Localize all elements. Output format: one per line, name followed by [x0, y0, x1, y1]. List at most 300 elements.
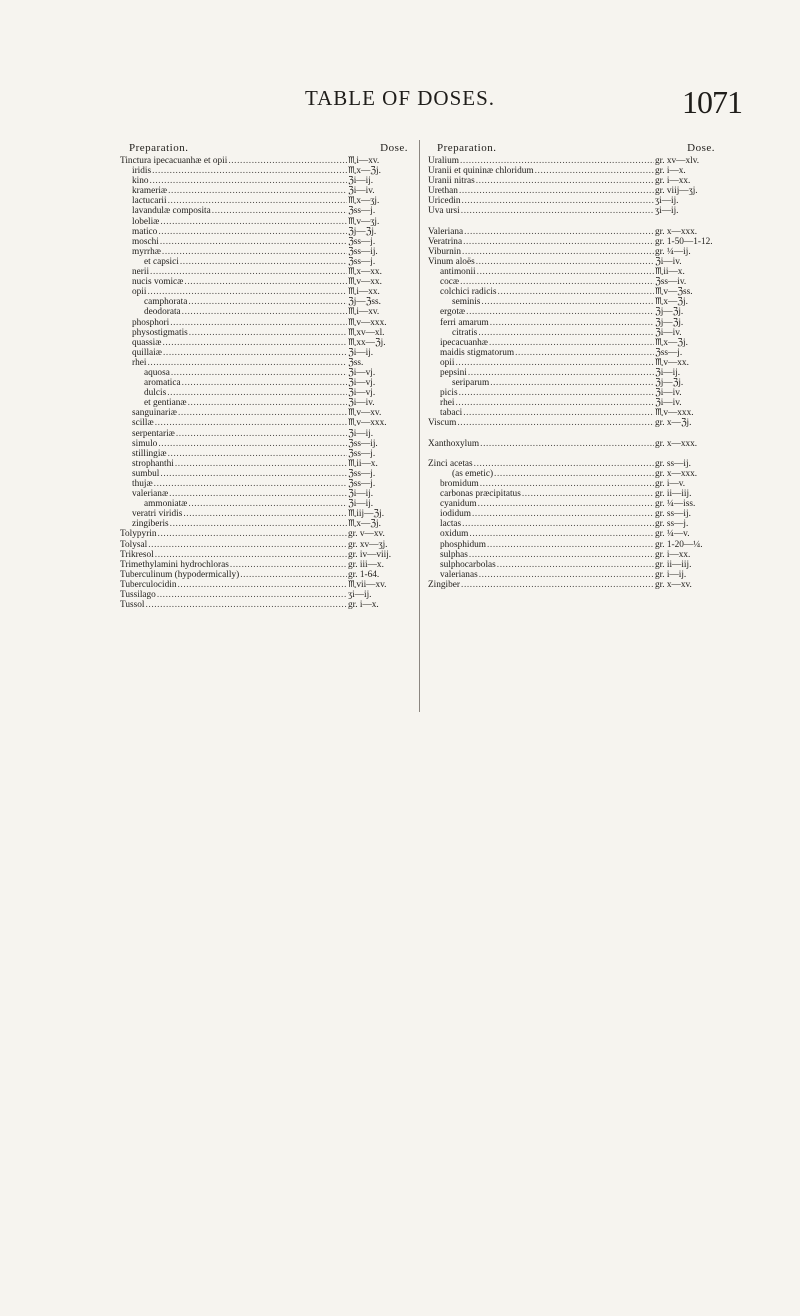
- dose-row: [428, 439, 715, 449]
- dot-leader: [480, 439, 654, 449]
- dose-value: ℨss—j.: [348, 468, 376, 479]
- preparation-name: ipecacuanhæ: [440, 337, 489, 348]
- right-column-header: [428, 142, 715, 155]
- row-spacer: [428, 429, 715, 439]
- preparation-name: quillaiæ: [132, 347, 162, 358]
- dose-value: gr. i—v.: [655, 479, 686, 489]
- left-dose-list: [120, 156, 408, 610]
- dot-leader: [515, 348, 654, 358]
- preparation-name: aquosa: [144, 367, 170, 378]
- preparation-name: Vinum aloës: [428, 256, 475, 267]
- preparation-name: bromidum: [440, 479, 479, 489]
- dose-row: [428, 297, 715, 307]
- dose-heading: Dose.: [380, 142, 408, 154]
- dose-value: ℨss—iv.: [655, 277, 687, 288]
- dose-row: [120, 489, 408, 499]
- preparation-name: krameriæ: [132, 186, 168, 197]
- preparation-name: carbonas præcipitatus: [440, 489, 521, 500]
- dose-value: gr. ss—ij.: [655, 458, 691, 469]
- dose-row: [428, 398, 715, 408]
- dose-row: [120, 590, 408, 600]
- dose-row: [120, 318, 408, 328]
- dot-leader: [170, 318, 347, 328]
- preparation-name: physostigmatis: [132, 327, 188, 338]
- dose-value: gr. ¼—v.: [655, 529, 690, 540]
- dot-leader: [457, 418, 654, 428]
- preparation-name: seriparum: [452, 378, 490, 389]
- preparation-name: et gentianæ: [144, 398, 187, 409]
- dose-row: [428, 227, 715, 237]
- dose-value: ♏︎xx—ℨj.: [348, 337, 386, 348]
- dot-leader: [469, 529, 654, 539]
- dose-value: ℨi—vj.: [348, 367, 376, 378]
- preparation-name: maidis stigmatorum: [440, 347, 515, 358]
- dose-value: gr. 1-50—1-12.: [655, 236, 713, 247]
- dose-row: [120, 176, 408, 186]
- dot-leader: [188, 499, 347, 509]
- dose-row: [428, 156, 715, 166]
- dot-leader: [478, 328, 654, 338]
- dose-value: ℨj—ℨj.: [348, 226, 377, 237]
- preparation-name: Trimethylamini hydrochloras: [120, 559, 229, 570]
- preparation-name: Tuberculinum (hypodermically): [120, 569, 240, 580]
- dot-leader: [455, 358, 654, 368]
- dose-row: [428, 338, 715, 348]
- dose-row: [120, 519, 408, 529]
- dose-value: gr. x—xxx.: [655, 468, 698, 479]
- column-divider: [419, 140, 420, 712]
- dose-value: ♏︎v—xx.: [655, 357, 689, 368]
- dose-row: [428, 580, 715, 590]
- dose-value: ♏︎x—ʒj.: [348, 196, 380, 207]
- dot-leader: [487, 540, 654, 550]
- dot-leader: [155, 550, 347, 560]
- dose-value: gr. i—ij.: [655, 569, 687, 580]
- dot-leader: [474, 459, 654, 469]
- dose-row: [120, 459, 408, 469]
- dose-row: [120, 469, 408, 479]
- dose-row: [120, 408, 408, 418]
- dot-leader: [459, 186, 654, 196]
- row-spacer: [428, 217, 715, 227]
- preparation-name: Tolysal: [120, 539, 148, 550]
- preparation-name: pepsini: [440, 367, 467, 378]
- preparation-name: Tinctura ipecacuanhæ et opii: [120, 156, 228, 166]
- dose-value: ♏︎vii—xv.: [348, 579, 387, 590]
- left-column-header: [120, 142, 408, 155]
- page-number: 1071: [682, 84, 742, 120]
- dose-row: [428, 529, 715, 539]
- preparation-name: myrrhæ: [132, 246, 161, 257]
- dose-value: ℨss—j.: [348, 206, 376, 217]
- dot-leader: [494, 469, 654, 479]
- row-spacer: [428, 449, 715, 459]
- preparation-name: Uralium: [428, 156, 459, 166]
- dose-row: [428, 509, 715, 519]
- dot-leader: [240, 570, 347, 580]
- preparation-name: Veratrina: [428, 236, 463, 247]
- preparation-name: seminis: [452, 297, 481, 308]
- dose-value: ℨi—ij.: [348, 489, 374, 500]
- dose-value: ♏︎v—ʒj.: [348, 216, 380, 227]
- preparation-name: nerii: [132, 267, 150, 278]
- dose-value: ℨss—j.: [348, 448, 376, 459]
- dot-leader: [168, 186, 347, 196]
- preparation-name: ferri amarum: [440, 317, 489, 328]
- dose-row: [120, 560, 408, 570]
- dot-leader: [157, 590, 347, 600]
- dose-row: [428, 418, 715, 428]
- preparation-name: lactas: [440, 519, 462, 530]
- dot-leader: [178, 408, 347, 418]
- dot-leader: [490, 378, 654, 388]
- dose-value: ℨj—ℨj.: [655, 378, 684, 389]
- dose-row: [120, 600, 408, 610]
- dose-row: [428, 459, 715, 469]
- dose-value: ♏︎v—xxx.: [348, 317, 387, 328]
- preparation-name: Uranii nitras: [428, 176, 475, 187]
- dot-leader: [460, 156, 654, 166]
- left-column: [120, 142, 408, 610]
- dose-value: gr. x—xxx.: [655, 438, 698, 449]
- preparation-name: serpentariæ: [132, 428, 175, 439]
- dose-value: ℨi—vj.: [348, 388, 376, 399]
- preparation-name: lobeliæ: [132, 216, 160, 227]
- preparation-name: opii: [440, 357, 455, 368]
- dose-row: [428, 277, 715, 287]
- dot-leader: [489, 338, 654, 348]
- preparation-name: sanguinariæ: [132, 408, 177, 419]
- preparation-name: Tussilago: [120, 590, 156, 601]
- dose-value: gr. i—x.: [348, 600, 379, 611]
- preparation-name: Tussol: [120, 600, 145, 611]
- dose-row: [428, 348, 715, 358]
- dose-value: gr. ss—ij.: [655, 509, 691, 520]
- dose-row: [120, 277, 408, 287]
- preparation-name: phosphori: [132, 317, 170, 328]
- preparation-name: ergotæ: [440, 307, 466, 318]
- dot-leader: [147, 358, 347, 368]
- dot-leader: [155, 418, 347, 428]
- dose-value: ℨi—ij.: [348, 499, 374, 510]
- dose-row: [428, 318, 715, 328]
- dose-row: [428, 408, 715, 418]
- dot-leader: [160, 469, 347, 479]
- dose-value: ℨi—iv.: [655, 398, 682, 409]
- dose-value: ♏︎x—ℨj.: [348, 166, 381, 177]
- dot-leader: [480, 479, 654, 489]
- dose-value: gr. viij—ʒj.: [655, 186, 698, 197]
- preparation-name: stillingiæ: [132, 448, 167, 459]
- preparation-name: valerianæ: [132, 489, 169, 500]
- dot-leader: [175, 459, 347, 469]
- dose-row: [428, 257, 715, 267]
- preparation-name: sumbul: [132, 468, 160, 479]
- preparation-name: simulo: [132, 438, 158, 449]
- dot-leader: [168, 196, 347, 206]
- dot-leader: [459, 388, 654, 398]
- preparation-name: phosphidum: [440, 539, 486, 550]
- dose-value: ♏︎iij—ℨj.: [348, 509, 385, 520]
- dose-row: [428, 570, 715, 580]
- dot-leader: [182, 378, 347, 388]
- dose-row: [428, 196, 715, 206]
- dose-value: ℨi—iv.: [348, 186, 375, 197]
- dose-row: [120, 418, 408, 428]
- preparation-name: aromatica: [144, 378, 181, 389]
- dot-leader: [162, 247, 347, 257]
- dose-row: [428, 388, 715, 398]
- dot-leader: [230, 560, 347, 570]
- preparation-name: Xanthoxylum: [428, 438, 480, 449]
- dose-row: [120, 287, 408, 297]
- dot-leader: [169, 489, 347, 499]
- dose-row: [120, 570, 408, 580]
- dot-leader: [182, 307, 347, 317]
- dose-row: [120, 338, 408, 348]
- dose-value: ℨi—vj.: [348, 378, 376, 389]
- dose-value: ʒi—ij.: [655, 206, 679, 217]
- dose-value: ℨss—j.: [348, 479, 376, 489]
- dose-value: ♏︎ii—x.: [348, 458, 378, 469]
- dose-value: gr. i—x.: [655, 166, 686, 177]
- dose-value: gr. x—xv.: [655, 579, 692, 590]
- dose-value: ℨss—j.: [348, 236, 376, 247]
- dose-value: gr. i—xx.: [655, 549, 691, 560]
- dose-row: [120, 196, 408, 206]
- preparation-name: colchici radicis: [440, 287, 497, 298]
- preparation-name: cyanidum: [440, 499, 477, 510]
- right-dose-list: [428, 156, 715, 590]
- dose-value: ℨss.: [348, 357, 364, 368]
- preparation-name: Zingiber: [428, 579, 461, 590]
- dose-row: [120, 540, 408, 550]
- dose-value: ℨss—j.: [348, 256, 376, 267]
- dose-value: ℨss—j.: [655, 347, 683, 358]
- dot-leader: [176, 429, 347, 439]
- preparation-name: lactucarii: [132, 196, 167, 207]
- preparation-name: Tolypyrin: [120, 529, 157, 540]
- preparation-name: (as emetic): [452, 468, 494, 479]
- dose-value: ♏︎v—xxx.: [655, 408, 694, 419]
- dose-value: gr. ss—j.: [655, 519, 689, 530]
- dose-row: [428, 307, 715, 317]
- dose-row: [120, 328, 408, 338]
- dose-value: ♏︎x—ℨj.: [655, 297, 688, 308]
- dose-value: ℨi—ij.: [348, 347, 374, 358]
- dot-leader: [479, 570, 654, 580]
- dose-value: ℨj—ℨss.: [348, 297, 381, 308]
- preparation-name: deodorata: [144, 307, 181, 318]
- preparation-name: Uranii et quininæ chloridum: [428, 166, 534, 177]
- dose-row: [120, 257, 408, 267]
- preparation-name: oxidum: [440, 529, 469, 540]
- dose-value: gr. 1-20—¼.: [655, 539, 703, 550]
- preparation-name: picis: [440, 388, 458, 399]
- dot-leader: [535, 166, 654, 176]
- dose-row: [120, 227, 408, 237]
- dot-leader: [188, 297, 347, 307]
- dose-row: [120, 398, 408, 408]
- dose-value: ʒi—ij.: [348, 590, 372, 601]
- dose-row: [120, 237, 408, 247]
- dose-row: [120, 479, 408, 489]
- dose-value: gr. i—xx.: [655, 176, 691, 187]
- dose-row: [120, 429, 408, 439]
- dose-row: [120, 378, 408, 388]
- dot-leader: [469, 550, 654, 560]
- dose-value: gr. ¼—ij.: [655, 246, 691, 257]
- preparation-name: moschi: [132, 236, 159, 247]
- dose-row: [120, 186, 408, 196]
- dot-leader: [490, 318, 654, 328]
- dose-row: [120, 580, 408, 590]
- dose-value: ♏︎v—ℨss.: [655, 287, 693, 298]
- dose-value: ♏︎xv—xl.: [348, 327, 385, 338]
- dose-value: ♏︎ii—x.: [655, 267, 685, 278]
- dose-row: [120, 449, 408, 459]
- dot-leader: [455, 398, 654, 408]
- dose-value: ℨi—iv.: [655, 327, 682, 338]
- dose-value: ♏︎v—xx.: [348, 277, 382, 288]
- dot-leader: [180, 257, 347, 267]
- dose-row: [120, 307, 408, 317]
- dose-row: [120, 388, 408, 398]
- dose-row: [120, 267, 408, 277]
- dose-row: [120, 358, 408, 368]
- preparation-name: et capsici: [144, 256, 179, 267]
- dose-row: [428, 328, 715, 338]
- dot-leader: [498, 287, 654, 297]
- dot-leader: [177, 580, 347, 590]
- dot-leader: [476, 257, 654, 267]
- dose-row: [428, 560, 715, 570]
- preparation-name: cocæ: [440, 277, 460, 288]
- preparation-name: antimonii: [440, 267, 476, 278]
- dot-leader: [477, 267, 654, 277]
- dose-row: [428, 479, 715, 489]
- dose-value: ℨj—ℨj.: [655, 307, 684, 318]
- preparation-name: Trikresol: [120, 549, 154, 560]
- dose-row: [428, 247, 715, 257]
- preparation-name: quassiæ: [132, 337, 162, 348]
- dot-leader: [463, 237, 654, 247]
- preparation-name: rhei: [440, 398, 455, 409]
- dot-leader: [158, 529, 347, 539]
- preparation-heading: Preparation.: [437, 142, 497, 154]
- dot-leader: [466, 307, 654, 317]
- dot-leader: [461, 580, 654, 590]
- dose-value: gr. ii—iij.: [655, 559, 692, 570]
- preparation-name: Uva ursi: [428, 206, 460, 217]
- preparation-name: iridis: [132, 166, 152, 177]
- dose-row: [120, 206, 408, 216]
- dose-row: [428, 469, 715, 479]
- dot-leader: [168, 449, 347, 459]
- dot-leader: [145, 600, 347, 610]
- preparation-name: camphorata: [144, 297, 188, 308]
- dose-row: [428, 237, 715, 247]
- dose-row: [120, 499, 408, 509]
- dot-leader: [150, 176, 347, 186]
- dot-leader: [522, 489, 654, 499]
- dose-value: ♏︎x—xx.: [348, 267, 382, 278]
- dose-value: gr. x—ℨj.: [655, 418, 692, 429]
- dot-leader: [163, 348, 347, 358]
- dot-leader: [462, 519, 654, 529]
- dose-value: ♏︎v—xxx.: [348, 418, 387, 429]
- dose-row: [428, 287, 715, 297]
- dot-leader: [460, 277, 654, 287]
- page-title: TABLE OF DOSES.: [304, 86, 496, 110]
- dose-row: [428, 186, 715, 196]
- dose-row: [428, 267, 715, 277]
- dose-row: [428, 206, 715, 216]
- dot-leader: [472, 509, 654, 519]
- dose-value: gr. iv—viij.: [348, 549, 392, 560]
- dose-value: ♏︎i—xv.: [348, 307, 380, 318]
- preparation-name: Urethan: [428, 186, 458, 197]
- dot-leader: [154, 479, 347, 489]
- preparation-name: valerianas: [440, 569, 478, 580]
- dot-leader: [150, 267, 347, 277]
- dot-leader: [462, 196, 654, 206]
- dot-leader: [160, 217, 347, 227]
- preparation-name: Viburnin: [428, 246, 462, 257]
- preparation-name: Zinci acetas: [428, 458, 473, 469]
- dose-value: gr. ¼—iss.: [655, 499, 696, 510]
- dose-row: [120, 439, 408, 449]
- dose-row: [120, 348, 408, 358]
- dot-leader: [148, 540, 347, 550]
- dot-leader: [497, 560, 654, 570]
- dose-value: ℨi—ij.: [348, 176, 374, 187]
- preparation-name: nucis vomicæ: [132, 277, 184, 288]
- preparation-name: Valeriana: [428, 226, 464, 237]
- preparation-name: lavandulæ composita: [132, 206, 211, 217]
- dose-value: gr. xv—ʒj.: [348, 539, 388, 550]
- dose-row: [120, 247, 408, 257]
- preparation-name: Uricedin: [428, 196, 461, 207]
- dot-leader: [152, 166, 347, 176]
- preparation-name: opii: [132, 287, 147, 298]
- dose-heading: Dose.: [687, 142, 715, 154]
- dot-leader: [468, 368, 654, 378]
- dot-leader: [170, 519, 347, 529]
- dose-value: ℨi—ij.: [348, 428, 374, 439]
- dot-leader: [228, 156, 347, 166]
- dot-leader: [158, 227, 347, 237]
- dot-leader: [162, 338, 347, 348]
- dose-row: [428, 550, 715, 560]
- dot-leader: [171, 368, 347, 378]
- preparation-name: strophanthi: [132, 458, 174, 469]
- dose-value: ℨi—iv.: [348, 398, 375, 409]
- dose-value: ℨi—iv.: [655, 388, 682, 399]
- preparation-heading: Preparation.: [129, 142, 189, 154]
- dose-row: [120, 368, 408, 378]
- dose-row: [428, 368, 715, 378]
- dose-value: ♏︎v—xv.: [348, 408, 382, 419]
- dose-value: ℨss—ij.: [348, 438, 378, 449]
- dose-row: [120, 297, 408, 307]
- preparation-name: matico: [132, 226, 158, 237]
- dose-value: gr. xv—xlv.: [655, 156, 700, 166]
- dose-row: [428, 358, 715, 368]
- preparation-name: tabaci: [440, 408, 463, 419]
- dose-value: ℨss—ij.: [348, 246, 378, 257]
- dot-leader: [147, 287, 347, 297]
